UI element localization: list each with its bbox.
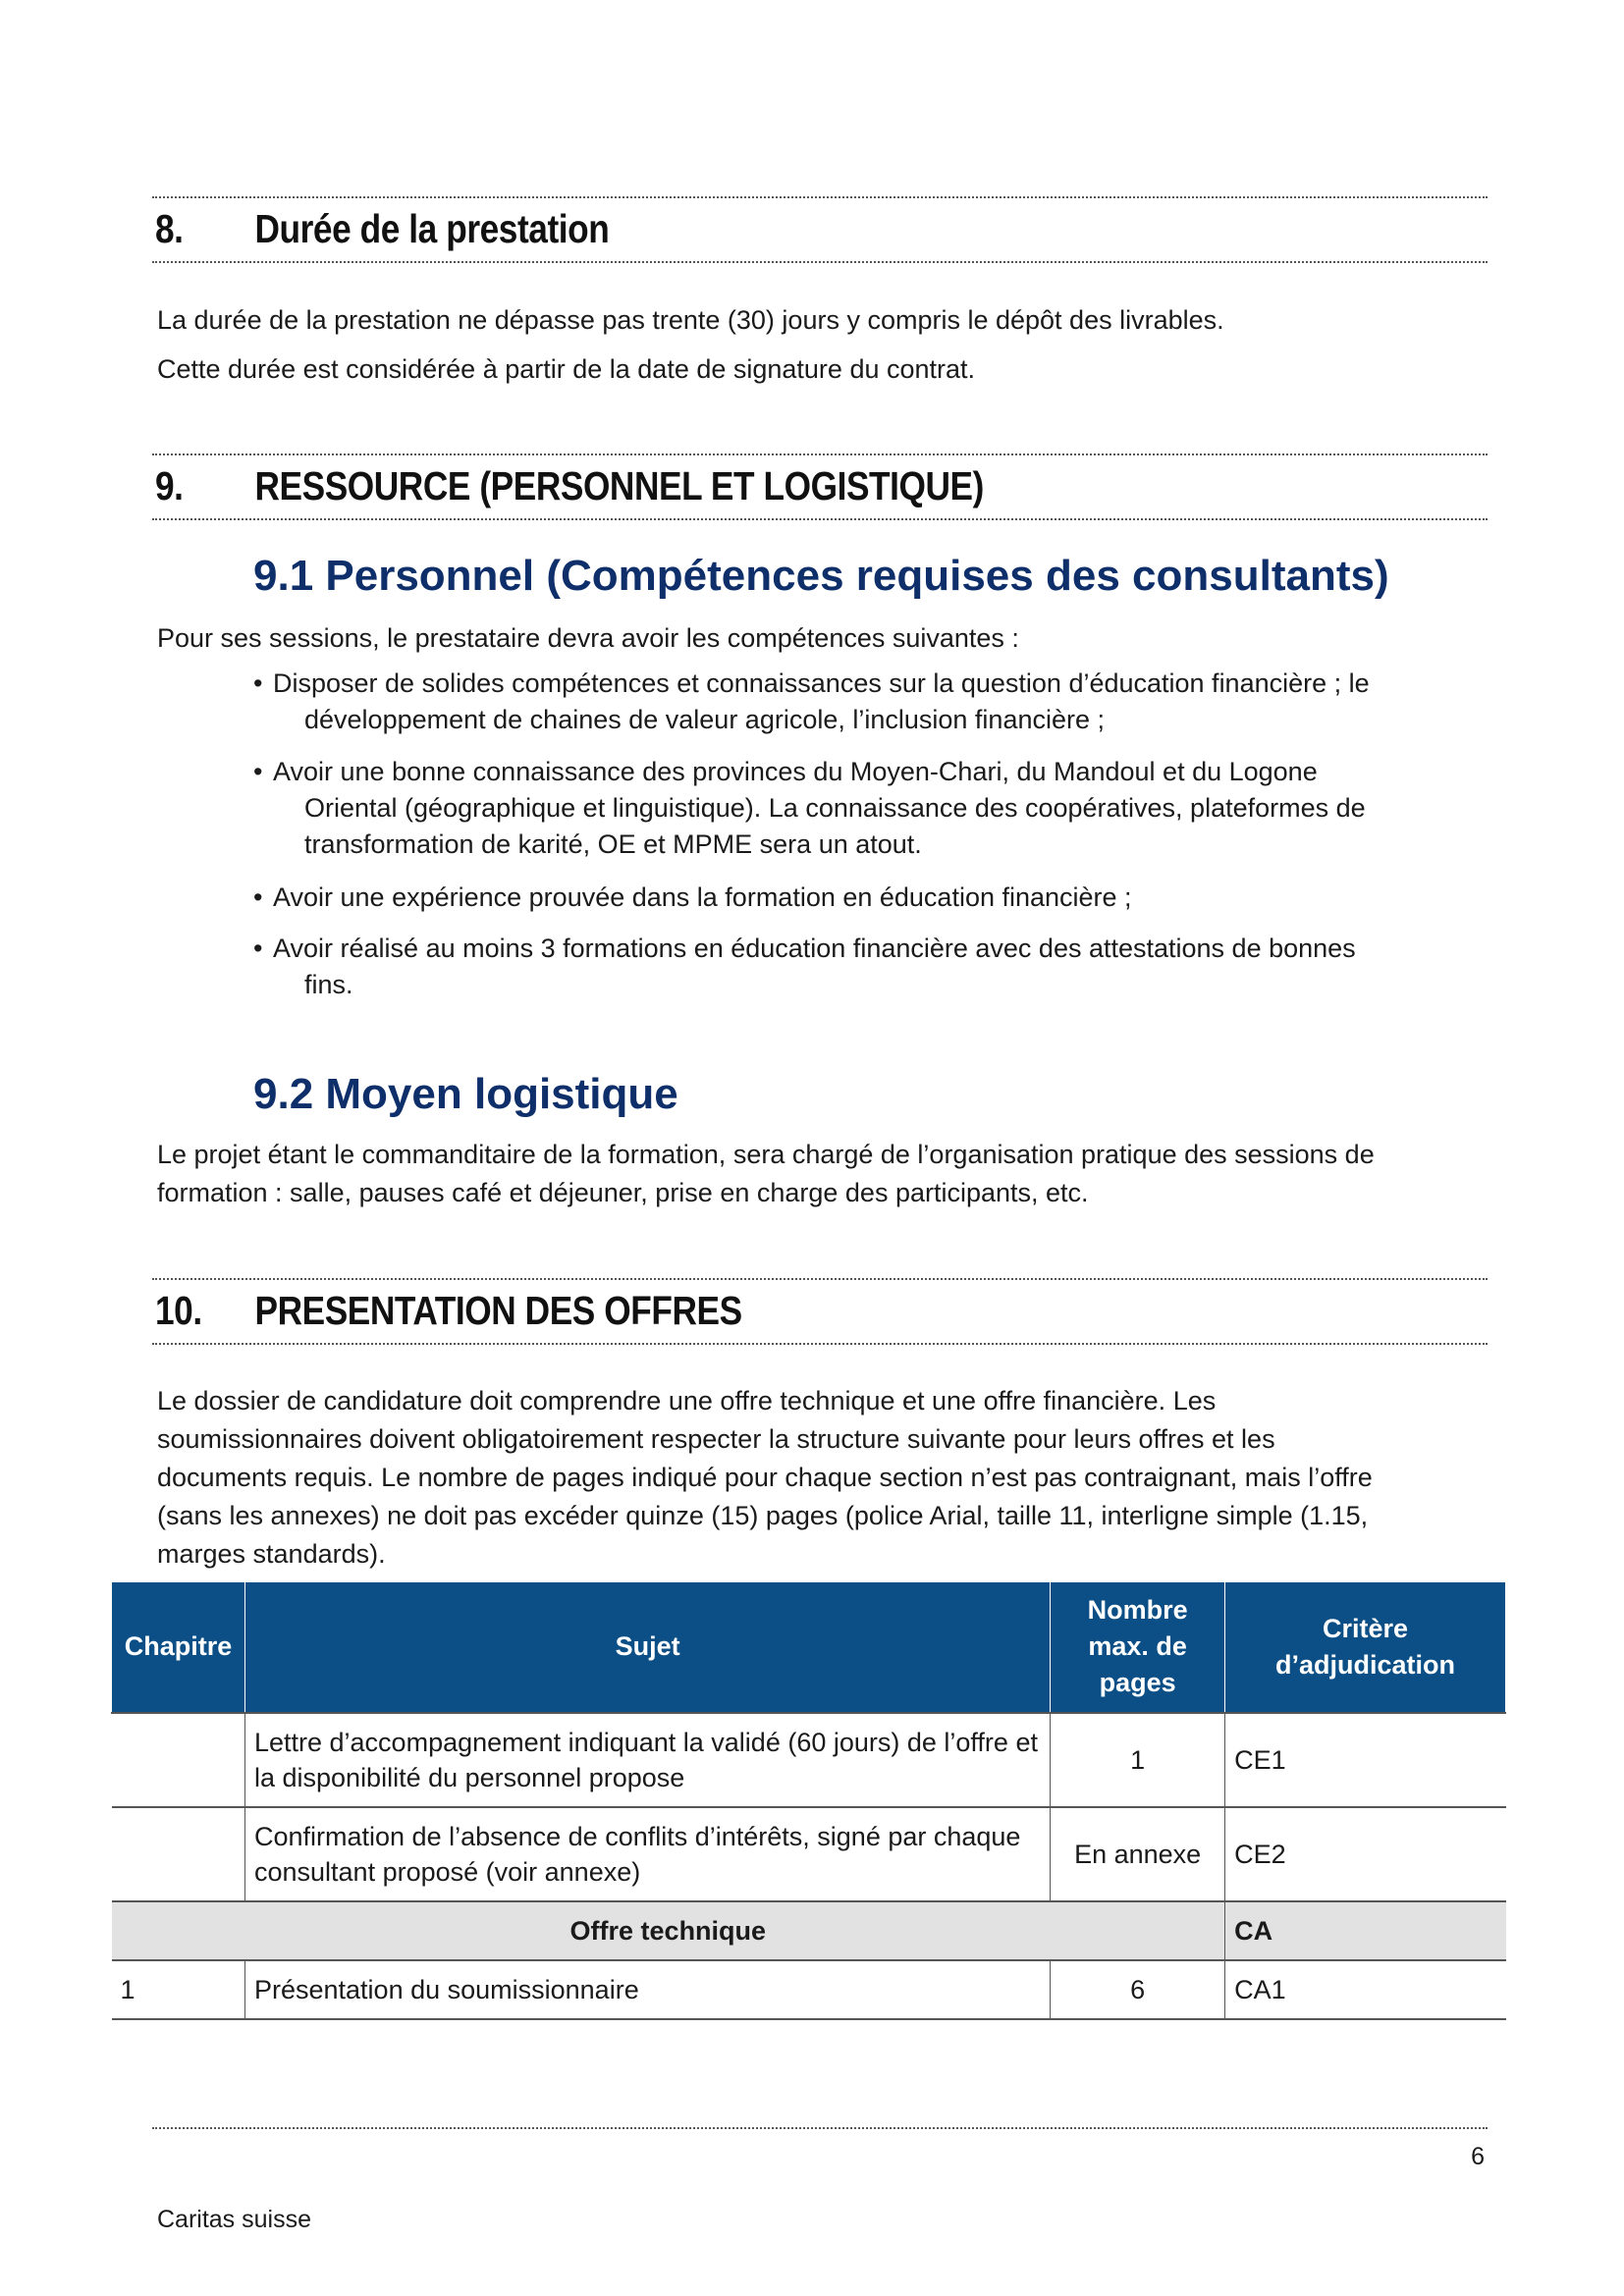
paragraph-line: formation : salle, pauses café et déjeuner, prise en charge des participants, etc. [157, 1178, 1089, 1207]
cell-sujet: Présentation du soumissionnaire [244, 1960, 1050, 2019]
section-rule-top [152, 454, 1488, 455]
column-header-chapitre: Chapitre [112, 1582, 245, 1713]
bullet-icon: • [253, 934, 263, 963]
section-rule-bottom [152, 261, 1488, 263]
cell-chapitre [112, 1713, 245, 1807]
cell-sujet: Lettre d’accompagnement indiquant la validé (60 jours) de l’offre et la disponibilité du personnel propose [244, 1713, 1050, 1807]
table-row [112, 1960, 1506, 2019]
section-title: RESSOURCE (PERSONNEL ET LOGISTIQUE) [254, 463, 984, 508]
section-8-heading [155, 206, 609, 252]
column-header-critere: Critère d’adjudication [1225, 1582, 1506, 1713]
column-header-pages: Nombre max. de pages [1051, 1582, 1225, 1713]
section-title: PRESENTATION DES OFFRES [254, 1288, 742, 1333]
group-label: Offre technique [112, 1901, 1225, 1960]
subsection-9-2-heading: 9.2 Moyen logistique [253, 1070, 678, 1118]
group-critere: CA [1225, 1901, 1506, 1960]
table-row [112, 1807, 1506, 1901]
bullet-icon: • [253, 757, 263, 786]
table-header-row [112, 1582, 1506, 1713]
section-10-heading [155, 1288, 742, 1334]
table-row [112, 1713, 1506, 1807]
list-item: • Avoir réalisé au moins 3 formations en éducation financière avec des attestations de bonnes fins. [253, 931, 1485, 1003]
section-9-heading [155, 463, 984, 509]
footer-organization: Caritas suisse [157, 2206, 311, 2233]
cell-pages: 6 [1051, 1960, 1225, 2019]
section-rule-bottom [152, 518, 1488, 520]
paragraph: Pour ses sessions, le prestataire devra avoir les compétences suivantes : [157, 623, 1019, 653]
footer-rule [152, 2127, 1488, 2129]
paragraph-line: documents requis. Le nombre de pages indiqué pour chaque section n’est pas contraignant, mais l’offre [157, 1463, 1373, 1492]
list-item: • Avoir une bonne connaissance des provinces du Moyen-Chari, du Mandoul et du Logone Oriental (géographique et linguistique). La connaissance des coopératives, plateformes de transformation de karité, OE et MPME sera un atout. [253, 754, 1485, 863]
bullet-icon: • [253, 882, 263, 912]
paragraph-line: Le dossier de candidature doit comprendre une offre technique et une offre financière. Les [157, 1386, 1217, 1415]
section-number: 8. [155, 206, 184, 251]
cell-pages: En annexe [1051, 1807, 1225, 1901]
cell-pages: 1 [1051, 1713, 1225, 1807]
paragraph-line: (sans les annexes) ne doit pas excéder quinze (15) pages (police Arial, taille 11, interligne simple (1.15, [157, 1501, 1369, 1530]
offers-table [111, 1581, 1506, 2020]
bullet-icon: • [253, 668, 263, 698]
section-number: 10. [155, 1288, 202, 1333]
paragraph-line: soumissionnaires doivent obligatoirement respecter la structure suivante pour leurs offres et les [157, 1424, 1275, 1454]
column-header-sujet: Sujet [244, 1582, 1050, 1713]
subsection-9-1-heading: 9.1 Personnel (Compétences requises des consultants) [253, 552, 1389, 600]
list-item: • Disposer de solides compétences et connaissances sur la question d’éducation financière ; le développement de chaines de valeur agricole, l’inclusion financière ; [253, 666, 1485, 738]
page-number: 6 [1471, 2143, 1485, 2170]
paragraph: Cette durée est considérée à partir de la date de signature du contrat. [157, 354, 976, 384]
section-title: Durée de la prestation [254, 206, 610, 251]
section-rule-bottom [152, 1343, 1488, 1345]
cell-sujet: Confirmation de l’absence de conflits d’intérêts, signé par chaque consultant proposé (voir annexe) [244, 1807, 1050, 1901]
table-group-row [112, 1901, 1506, 1960]
section-rule-top [152, 1278, 1488, 1280]
cell-critere: CE2 [1225, 1807, 1506, 1901]
cell-critere: CA1 [1225, 1960, 1506, 2019]
section-rule-top [152, 196, 1488, 198]
cell-chapitre: 1 [112, 1960, 245, 2019]
cell-chapitre [112, 1807, 245, 1901]
paragraph-line: Le projet étant le commanditaire de la formation, sera chargé de l’organisation pratique des sessions de [157, 1140, 1375, 1169]
section-number: 9. [155, 463, 184, 508]
list-item: • Avoir une expérience prouvée dans la formation en éducation financière ; [253, 880, 1485, 916]
paragraph-line: marges standards). [157, 1539, 386, 1569]
cell-critere: CE1 [1225, 1713, 1506, 1807]
paragraph: La durée de la prestation ne dépasse pas trente (30) jours y compris le dépôt des livrables. [157, 305, 1224, 335]
